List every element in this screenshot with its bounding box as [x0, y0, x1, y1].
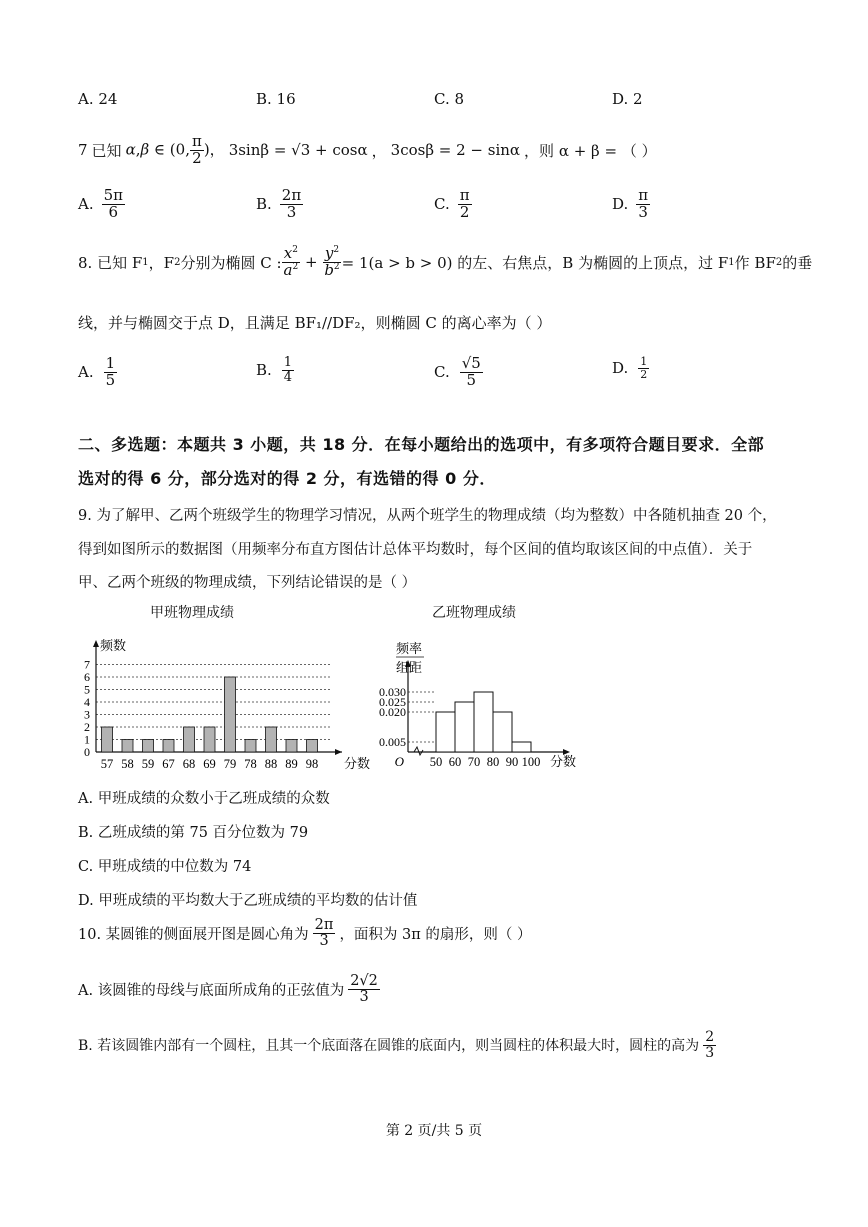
x-tick-label: 50	[429, 755, 443, 769]
q8-options	[78, 356, 778, 404]
q7-alpha-beta-domain: α,β ∈ (0, $\frac{\pi}{2}$ )，	[125, 132, 225, 167]
page-footer: 第 2 页/共 5 页	[385, 1123, 483, 1139]
bar-78	[245, 740, 256, 753]
q6-option-b: B. 16	[256, 90, 296, 108]
x-axis-label: 分数	[344, 756, 371, 771]
q9-option-d: D. 甲班成绩的平均数大于乙班成绩的平均数的估计值	[78, 893, 418, 909]
y-axis-label: 频数	[100, 638, 127, 653]
q7-cond2: 3cosβ = 2 − sinα	[390, 141, 521, 160]
q7-stem: 7 已知 α,β ∈ (0, $\frac{\pi}{2}$ )， 3sinβ = √3 + cosα ， 3cosβ = 2 − sinα ，则 α + β = （ ）	[78, 132, 657, 167]
q7-cond1: 3sinβ = √3 + cosα	[228, 141, 368, 160]
y-axis-label-top: 频率	[396, 641, 423, 656]
x-tick-label: 89	[285, 757, 298, 771]
bar-80	[493, 712, 512, 752]
q7-tail: ，则 α + β = （ ）	[524, 141, 657, 160]
x-axis-label: 分数	[550, 754, 577, 769]
q7-pre: 已知	[91, 141, 122, 160]
x-tick-label: 90	[505, 755, 519, 769]
y-tick-label: 0.020	[379, 705, 406, 719]
x-tick-label: 78	[244, 757, 257, 771]
bar-58	[122, 740, 133, 753]
origin-label: O	[394, 754, 404, 769]
bar-60	[455, 702, 474, 752]
q7-option-b: B. $\frac{2\pi}{3}$	[256, 186, 302, 221]
q10-stem: 10. 某圆锥的侧面展开图是圆心角为 $\frac{2\pi}{3}$ ，面积为 3π 的扇形，则（ ）	[78, 917, 532, 950]
q9-stem-line3: 甲、乙两个班级的物理成绩，下列结论错误的是（ ）	[78, 575, 417, 591]
y-axis-label-bottom: 组距	[396, 660, 423, 675]
y-tick-label: 2	[84, 720, 90, 734]
q8-ellipse-x-term: $\frac{x^2}{a^2}$	[283, 244, 299, 279]
q7-option-c: C. $\frac{\pi}{2}$	[434, 186, 470, 221]
axis-break	[414, 747, 423, 755]
y-tick-label: 1	[84, 732, 90, 747]
q9-stem-line2: 得到如图所示的数据图（用频率分布直方图估计总体平均数时，每个区间的值均取该区间的中点值）．关于	[78, 542, 753, 558]
bar-98	[307, 740, 318, 753]
x-tick-label: 70	[467, 755, 481, 769]
q8-stem-line1: 8. 已知 F 1 ，F 2 分别为椭圆 C : $\frac{x^2}{a^2}$ + $\frac{y^2}{b^2}$ = 1(a > b > 0) 的左、右焦点，B 为椭圆的上顶点，过 F 1 作 BF 2 的垂	[78, 244, 813, 279]
chart-jia-title: 甲班物理成绩	[150, 605, 234, 621]
q6-option-c: C. 8	[434, 90, 465, 108]
bar-57	[102, 727, 113, 752]
q9-stem-line1: 9. 为了解甲、乙两个班级学生的物理学习情况，从两个班学生的物理成绩（均为整数）中各随机抽查 20 个，	[78, 508, 777, 524]
x-tick-label: 98	[305, 757, 319, 771]
q8-option-c: C. $\frac{√5}{5}$	[434, 354, 481, 389]
q9-option-a: A. 甲班成绩的众数小于乙班成绩的众数	[78, 791, 330, 807]
y-tick-label: 7	[84, 657, 90, 672]
y-tick-label: 3	[84, 707, 90, 722]
q8-option-a: A. $\frac{1}{5}$	[78, 354, 116, 389]
x-tick-label: 68	[182, 757, 196, 771]
x-tick-label: 100	[521, 755, 541, 769]
q10-option-b: B. 若该圆锥内部有一个圆柱，且其一个底面落在圆锥的底面内，则当圆柱的体积最大时，圆柱的高为 $\frac{2}{3}$	[78, 1029, 715, 1061]
bar-69	[204, 727, 215, 752]
x-tick-label: 59	[141, 757, 155, 771]
y-tick-label: 4	[84, 695, 90, 709]
y-tick-label: 0.030	[379, 685, 406, 699]
y-tick-label: 0	[84, 745, 90, 759]
bar-79	[225, 677, 236, 752]
bar-67	[163, 740, 174, 753]
q9-option-b: B. 乙班成绩的第 75 百分位数为 79	[78, 825, 309, 841]
q7-number: 7	[78, 141, 88, 160]
q6-option-d: D. 2	[612, 90, 643, 108]
q8-option-d: D. $\frac{1}{2}$	[612, 355, 648, 381]
q6-option-a: A. 24	[78, 90, 118, 108]
bar-50	[436, 712, 455, 752]
y-tick-label: 5	[84, 682, 90, 697]
x-axis-arrow	[335, 749, 342, 755]
x-tick-label: 67	[162, 757, 175, 771]
q8-stem-line2: 线，并与椭圆交于点 D，且满足 BF₁//DF₂，则椭圆 C 的离心率为（ ）	[78, 314, 552, 332]
x-tick-label: 88	[264, 757, 278, 771]
x-tick-label: 79	[223, 757, 237, 771]
x-tick-label: 69	[203, 757, 216, 771]
q8-ellipse-y-term: $\frac{y^2}{b^2}$	[324, 244, 340, 279]
y-tick-label: 6	[84, 670, 90, 684]
q7-options	[78, 188, 778, 236]
bar-88	[266, 727, 277, 752]
y-tick-label: 0.005	[379, 735, 406, 749]
x-tick-label: 80	[486, 755, 500, 769]
section2-heading-line2: 选对的得 6 分，部分选对的得 2 分，有选错的得 0 分．	[78, 469, 496, 488]
q10-angle-fraction: $\frac{2\pi}{3}$	[314, 917, 334, 950]
bar-68	[184, 727, 195, 752]
bar-90	[512, 742, 531, 752]
q9-option-c: C. 甲班成绩的中位数为 74	[78, 859, 252, 875]
x-tick-label: 58	[121, 757, 134, 771]
y-tick-label: 0.025	[379, 695, 406, 709]
bar-89	[286, 740, 297, 753]
q7-option-d: D. $\frac{\pi}{3}$	[612, 186, 649, 221]
chart-yi-title: 乙班物理成绩	[432, 605, 516, 621]
bar-59	[143, 740, 154, 753]
y-axis-arrow	[93, 640, 99, 647]
bar-70	[474, 692, 493, 752]
q7-option-a: A. $\frac{5\pi}{6}$	[78, 186, 124, 221]
chart-jia	[74, 634, 371, 774]
chart-yi	[372, 634, 582, 774]
x-tick-label: 60	[448, 755, 462, 769]
section2-heading-line1: 二、多选题：本题共 3 小题，共 18 分．在每小题给出的选项中，有多项符合题目要求．全部	[78, 435, 765, 454]
q8-option-b: B. $\frac{1}{4}$	[256, 355, 293, 385]
x-tick-label: 57	[100, 757, 114, 771]
q10-option-a: A. 该圆锥的母线与底面所成角的正弦值为 $\frac{2√2}{3}$	[78, 973, 378, 1006]
